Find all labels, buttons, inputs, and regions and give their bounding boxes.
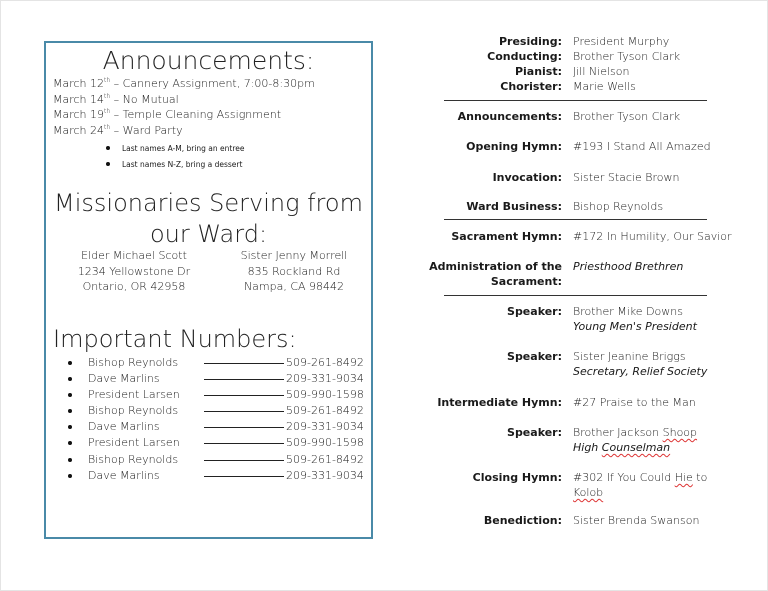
bullet-icon [106,162,110,166]
divider [444,295,707,296]
bullet-icon [68,425,72,429]
bullet-icon [106,146,110,150]
sub-bullet: Last names N-Z, bring a dessert [106,157,245,173]
announcements-title: Announcements: [102,46,315,75]
bullet-icon [68,441,72,445]
bullet-icon [68,393,72,397]
bullet-icon [68,458,72,462]
announcements-panel: Announcements: March 12th – Cannery Assignment, 7:00-8:30pm March 14th – No Mutual March 19th – Temple Cleaning Assignment March 24th – Ward Party Last names A-M, bring an entree Last names N-Z, bring a dessert Missionaries Serving from our Ward: Elder Michael Scott 1234 Yellowstone Dr Ontario, OR 42958 Sister Jenny Morrell 835 Rockland Rd Nampa, CA 98442 Important Numbers: Bishop Reynolds 509-261-8492 Dave Marlins 209-331-9034 President Larsen 509-990-1598 Bishop Reynolds 509-261-8492 Dave Marlins 209-331-9034 President Larsen 509-990-1598 Bishop Reynolds 509-261-8492 Dave Marlins 209-331-9034 [44,41,373,539]
bullet-icon [68,377,72,381]
announcements-list [53,76,315,138]
divider [444,100,707,101]
divider [444,219,707,220]
bullet-icon [68,474,72,478]
bullet-icon [68,361,72,365]
missionaries-title: Missionaries Serving from our Ward: [54,189,363,248]
announcement-item: March 24th – Ward Party [53,123,183,137]
missionary-address-right: Sister Jenny Morrell 835 Rockland Rd Nampa, CA 98442 [240,249,348,293]
missionary-address-left: Elder Michael Scott 1234 Yellowstone Dr Ontario, OR 42958 [77,249,191,293]
sub-bullet: Last names A-M, bring an entree [106,141,245,157]
ward-party-sub-bullets [106,141,245,173]
announcement-item: March 12th – Cannery Assignment, 7:00-8:30pm [53,77,315,90]
announcement-item: March 19th – Temple Cleaning Assignment [53,108,282,121]
announcement-item: March 14th – No Mutual [53,92,179,106]
important-numbers-title: Important Numbers: [53,325,297,353]
bullet-icon [68,409,72,413]
